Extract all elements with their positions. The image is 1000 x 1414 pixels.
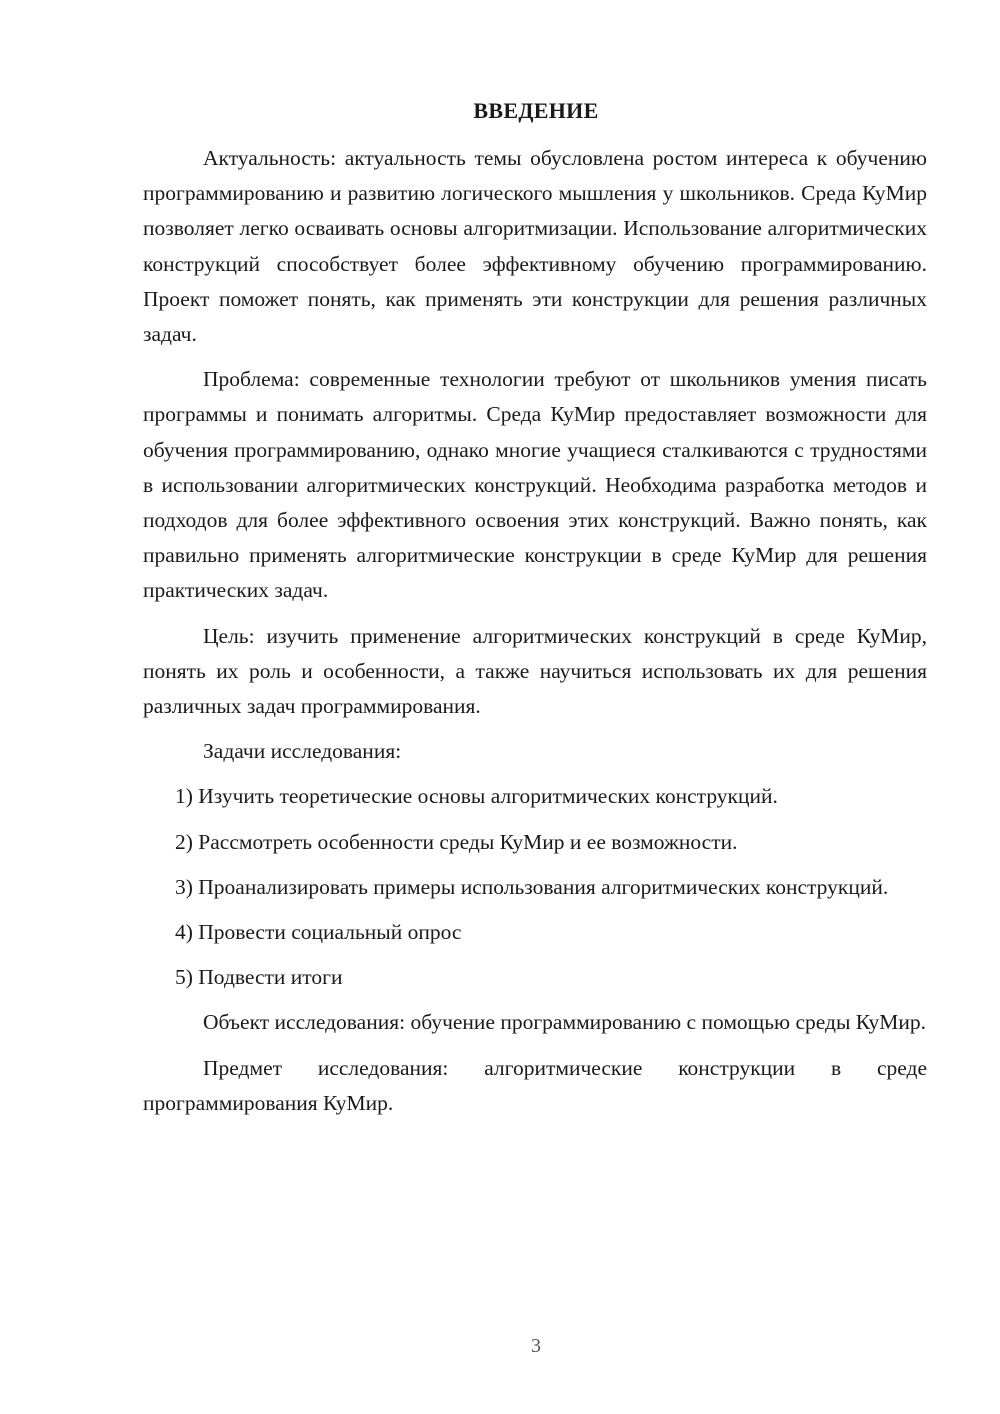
paragraph-relevance: Актуальность: актуальность темы обусловлена ростом интереса к обучению программированию и развитию логического мышления у школьников. Среда КуМир позволяет легко осваивать основы алгоритмизации. Использование алгоритмических конструкций способствует более эффективному обучению программированию. Проект поможет понять, как применять эти конструкции для решения различных задач. [143, 146, 927, 347]
list-item: 4) Провести социальный опрос [175, 920, 462, 945]
paragraph-problem: Проблема: современные технологии требуют от школьников умения писать программы и понимать алгоритмы. Среда КуМир предоставляет возможности для обучения программированию, однако многие учащиеся сталкиваются с трудностями в использовании алгоритмических конструкций. Необходима разработка методов и подходов для более эффективного освоения этих конструкций. Важно понять, как правильно применять алгоритмические конструкции в среде КуМир для решения практических задач. [143, 367, 927, 603]
paragraph-goal: Цель: изучить применение алгоритмических конструкций в среде КуМир, понять их роль и особенности, а также научиться использовать их для решения различных задач программирования. [143, 623, 927, 719]
tasks-list [143, 779, 927, 995]
list-item: 2) Рассмотреть особенности среды КуМир и ее возможности. [175, 829, 738, 854]
paragraph-subject: Предмет исследования: алгоритмические конструкции в среде программирования КуМир. [143, 1055, 927, 1115]
list-item: 5) Подвести итоги [175, 965, 343, 990]
list-item: 3) Проанализировать примеры использования алгоритмических конструкций. [175, 874, 889, 899]
list-item: 1) Изучить теоретические основы алгоритмических конструкций. [175, 784, 778, 809]
paragraph-object: Объект исследования: обучение программированию с помощью среды КуМир. [203, 1010, 927, 1035]
body-text [143, 141, 927, 1131]
tasks-heading: Задачи исследования: [203, 739, 402, 764]
page-number: 3 [531, 1335, 541, 1357]
page-title: ВВЕДЕНИЕ [473, 98, 599, 123]
